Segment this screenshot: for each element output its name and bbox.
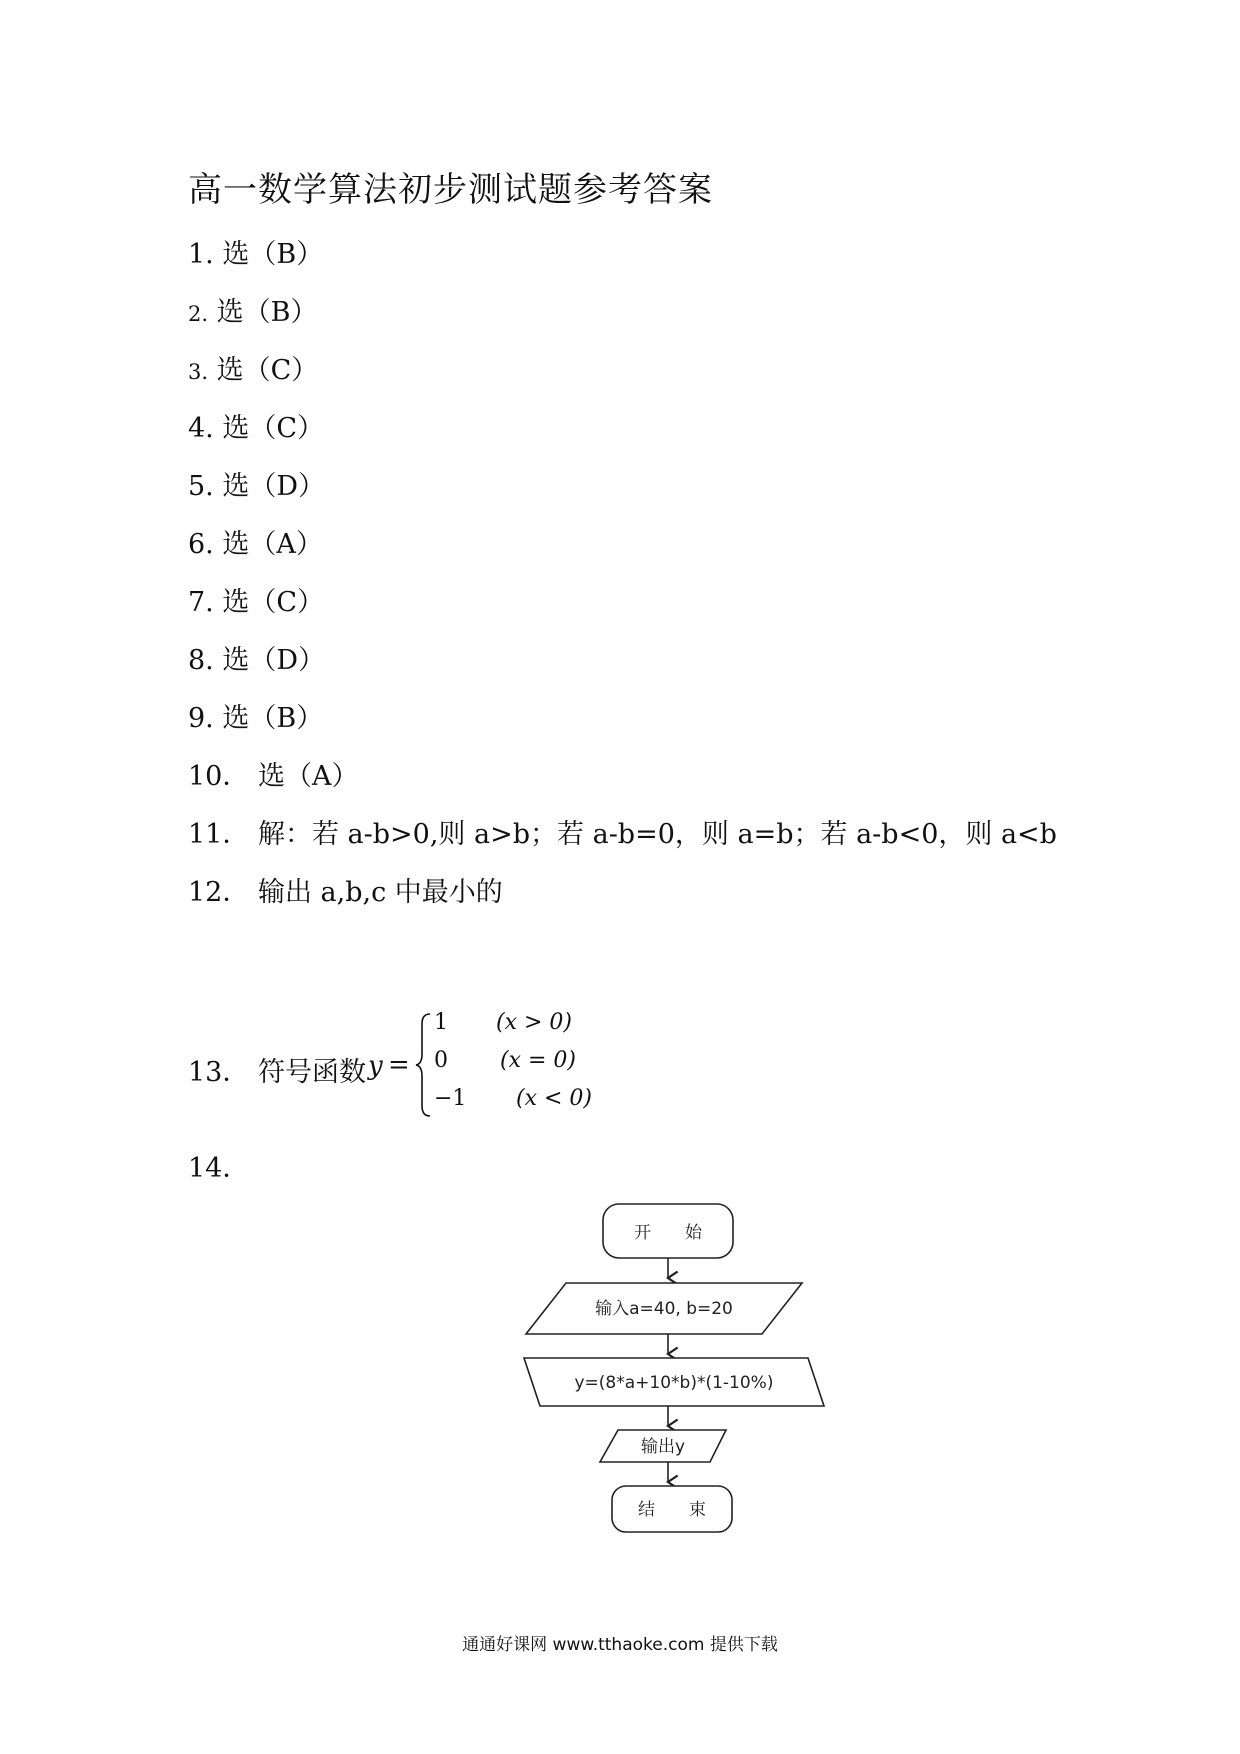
answer-14 xyxy=(188,1146,249,1185)
piecewise-value: 1 xyxy=(434,1010,448,1035)
flowchart xyxy=(520,1200,840,1560)
page-title: 高一数学算法初步测试题参考答案 xyxy=(188,170,713,210)
answer-number: 3. xyxy=(188,360,209,384)
flowchart-process-label: y=(8*a+10*b)*(1-10%) xyxy=(574,1373,774,1393)
answer-text: 选（C） xyxy=(222,587,325,618)
answer-number: 11． xyxy=(188,819,250,850)
flowchart-start-label: 开 始 xyxy=(634,1223,702,1243)
function-variable: y xyxy=(368,1051,383,1081)
answer-number: 1. xyxy=(188,239,214,270)
piecewise-condition: (x < 0) xyxy=(516,1086,592,1111)
answer-text: 符号函数 xyxy=(257,1057,366,1088)
answer-7 xyxy=(188,580,324,619)
answer-number: 8. xyxy=(188,645,214,676)
answer-8 xyxy=(188,638,325,677)
answer-text: 选（C） xyxy=(216,355,319,386)
answer-text: 输出 a,b,c 中最小的 xyxy=(257,877,503,908)
piecewise-condition: (x > 0) xyxy=(496,1010,572,1035)
answer-number: 12． xyxy=(188,877,250,908)
answer-number: 14． xyxy=(188,1153,250,1184)
answer-9 xyxy=(188,696,323,735)
answer-text: 选（D） xyxy=(222,645,326,676)
piecewise-row xyxy=(434,1086,614,1114)
flowchart-input-label: 输入a=40, b=20 xyxy=(595,1299,733,1319)
piecewise-value: −1 xyxy=(434,1086,467,1111)
answer-number: 2. xyxy=(188,302,209,326)
answer-number: 7. xyxy=(188,587,214,618)
answer-number: 13． xyxy=(188,1057,250,1088)
answer-text: 选（A） xyxy=(222,529,323,560)
page-footer: 通通好课网 www.tthaoke.com 提供下载 xyxy=(462,1635,778,1655)
answer-5 xyxy=(188,464,325,503)
answer-12 xyxy=(188,870,503,909)
answer-text: 选（A） xyxy=(257,761,359,792)
left-brace-icon xyxy=(414,1010,434,1120)
flowchart-output-label: 输出y xyxy=(640,1437,686,1457)
answer-2 xyxy=(188,290,317,329)
answer-number: 4. xyxy=(188,413,214,444)
equals-sign: = xyxy=(388,1050,410,1080)
answer-text: 解：若 a-b>0,则 a>b；若 a-b=0，则 a=b；若 a-b<0，则 a<b xyxy=(257,819,1057,850)
answer-10 xyxy=(188,754,358,793)
answer-13 xyxy=(188,1010,608,1120)
answer-number: 6. xyxy=(188,529,214,560)
answer-text: 选（B） xyxy=(222,703,324,734)
answer-4 xyxy=(188,406,324,445)
answer-number: 9. xyxy=(188,703,214,734)
answer-number: 10． xyxy=(188,761,250,792)
answer-11 xyxy=(188,812,1057,851)
piecewise-value: 0 xyxy=(434,1048,448,1073)
answer-text: 选（D） xyxy=(222,471,326,502)
answer-6 xyxy=(188,522,323,561)
answer-1 xyxy=(188,232,323,271)
piecewise-condition: (x = 0) xyxy=(500,1048,576,1073)
answer-3 xyxy=(188,348,318,387)
piecewise-row xyxy=(434,1010,614,1038)
answer-text: 选（B） xyxy=(222,239,324,270)
answer-text: 选（C） xyxy=(222,413,325,444)
answer-text: 选（B） xyxy=(216,297,318,328)
answer-13-label xyxy=(188,1050,366,1089)
answer-number: 5. xyxy=(188,471,214,502)
flowchart-end-label: 结 束 xyxy=(638,1500,706,1520)
piecewise-row xyxy=(434,1048,614,1076)
